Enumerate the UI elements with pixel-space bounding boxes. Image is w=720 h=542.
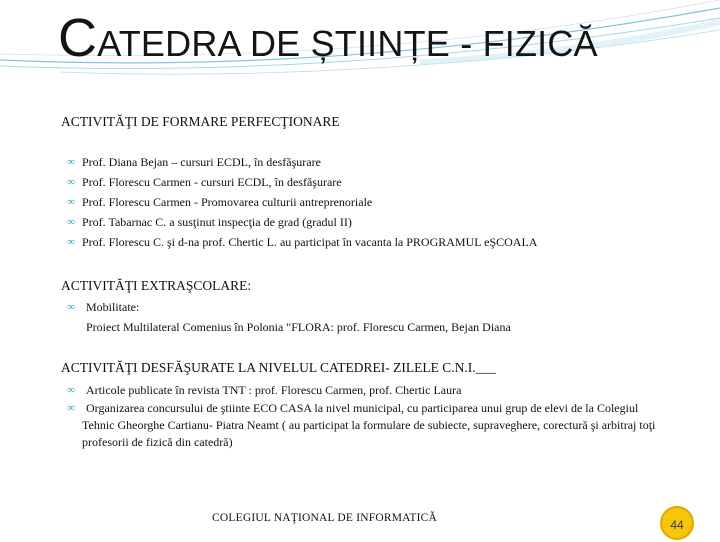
- footer-school-name: COLEGIUL NAŢIONAL DE INFORMATICĂ: [212, 512, 437, 524]
- list-item: ∞ Prof. Florescu Carmen - cursuri ECDL, în desfăşurare: [64, 172, 537, 192]
- catedra-list: [64, 382, 662, 451]
- infinity-bullet-icon: ∞: [67, 384, 75, 396]
- list-item: ∞ Organizarea concursului de ştiinte ECO CASA la nivel municipal, cu participarea unui grup de elevi de la Colegiul Tehnic Gheorghe Cartianu- Piatra Neamt ( au participat la formulare de subiecte, supraveghere, corectură şi arbitraj toţi profesorii de fizică din catedră): [64, 400, 662, 451]
- list-item: ∞ Mobilitate:: [64, 297, 139, 317]
- list-item: ∞ Prof. Diana Bejan – cursuri ECDL, în desfăşurare: [64, 152, 537, 172]
- extrascolare-detail: Proiect Multilateral Comenius în Polonia "FLORA: prof. Florescu Carmen, Bejan Diana: [86, 320, 511, 334]
- list-item: ∞ Prof. Florescu C. şi d-na prof. Chertic L. au participat în vacanta la PROGRAMUL eŞCOALA: [64, 232, 537, 252]
- extrascolare-list: [64, 297, 139, 317]
- infinity-bullet-icon: ∞: [67, 301, 75, 313]
- infinity-bullet-icon: ∞: [67, 176, 75, 188]
- formare-list: [64, 152, 537, 252]
- infinity-bullet-icon: ∞: [67, 402, 75, 414]
- section-heading-catedra: ACTIVITĂŢI DESFĂŞURATE LA NIVELUL CATEDREI- ZILELE C.N.I.___: [61, 360, 496, 375]
- infinity-bullet-icon: ∞: [67, 236, 75, 248]
- infinity-bullet-icon: ∞: [67, 196, 75, 208]
- page-number-badge: 44: [660, 506, 694, 540]
- section-heading-extrascolare: ACTIVITĂŢI EXTRAŞCOLARE:: [61, 278, 252, 293]
- section-heading-formare: ACTIVITĂŢI DE FORMARE PERFECŢIONARE: [61, 114, 340, 129]
- infinity-bullet-icon: ∞: [67, 216, 75, 228]
- list-item: ∞ Articole publicate în revista TNT : prof. Florescu Carmen, prof. Chertic Laura: [64, 382, 662, 399]
- infinity-bullet-icon: ∞: [67, 156, 75, 168]
- page-title: CATEDRA DE ȘTIINȚE - FIZICĂ: [58, 8, 598, 68]
- list-item: ∞ Prof. Tabarnac C. a susţinut inspecţia de grad (gradul II): [64, 212, 537, 232]
- list-item: ∞ Prof. Florescu Carmen - Promovarea culturii antreprenoriale: [64, 192, 537, 212]
